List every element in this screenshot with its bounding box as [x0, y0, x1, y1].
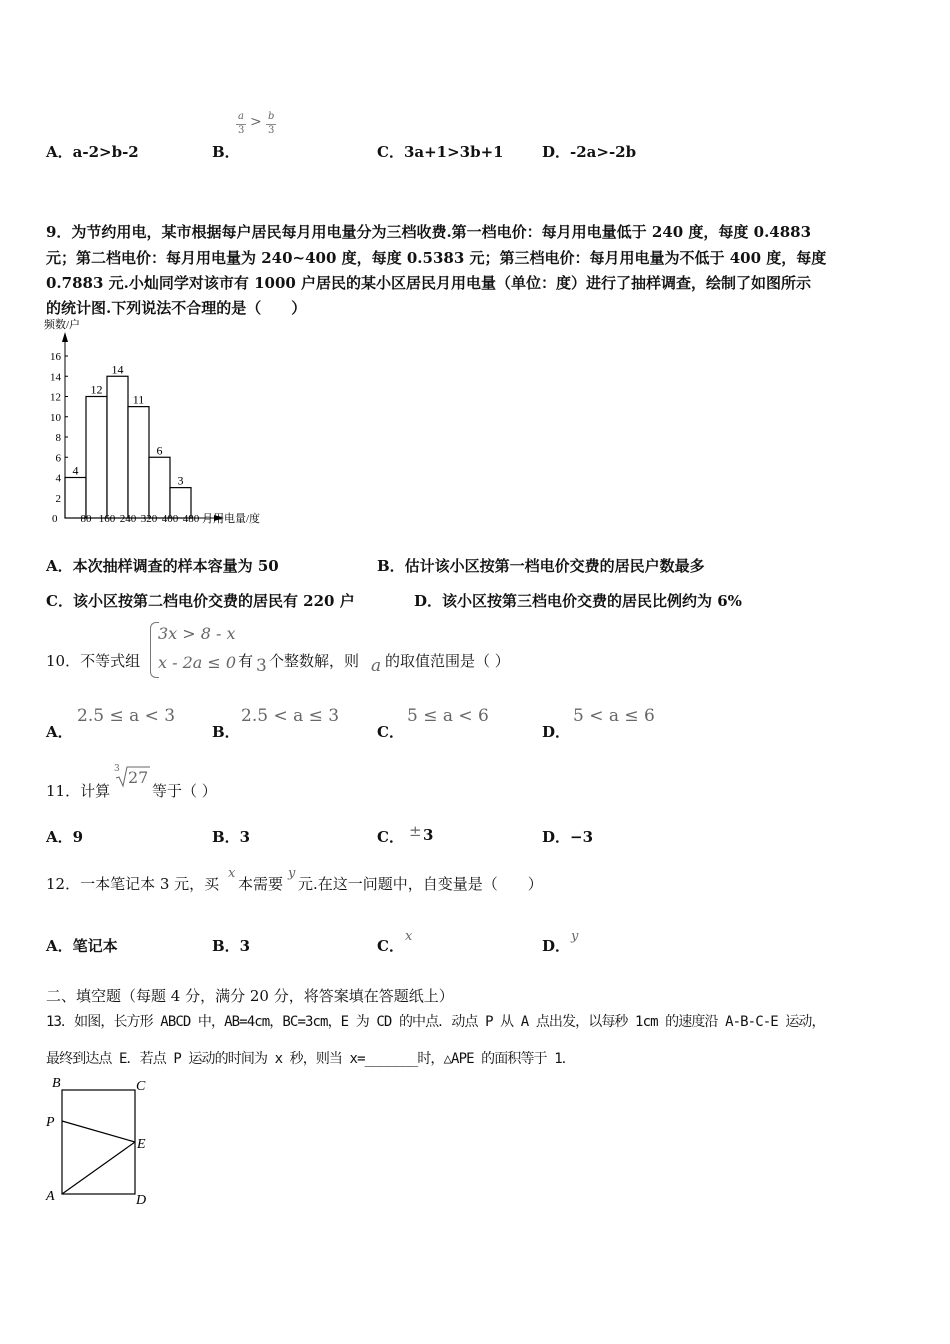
origin-label: 0 [52, 513, 58, 525]
q10-inequality-1: 3x > 8 - x [158, 624, 236, 643]
y-tick-label: 14 [50, 371, 61, 384]
x-tick-group [81, 513, 200, 525]
q8-option-c: C．3a+1>3b+1 [377, 143, 504, 161]
x-tick-label: 400 [161, 513, 179, 525]
q10-mid-text-1: 有 [238, 652, 254, 670]
bar-value-label: 6 [156, 443, 163, 458]
q8-option-d: D．-2a>-2b [542, 143, 637, 161]
q10-option-b: 2.5 < a ≤ 3 [241, 706, 340, 726]
q10-prefix: 10．不等式组 [46, 652, 141, 670]
q12-option-d-var: y [571, 929, 579, 944]
histogram-bar [128, 407, 149, 518]
q9-option-c: C．该小区按第二档电价交费的居民有 220 户 [46, 592, 355, 610]
histogram-bar [86, 397, 107, 519]
q10-option-a-label: A． [46, 723, 73, 741]
bar-group [65, 362, 191, 518]
y-axis-arrow [62, 332, 68, 342]
y-tick-label: 16 [50, 351, 61, 363]
q12-variable-y: y [288, 866, 296, 881]
q11-option-a: A．9 [46, 828, 84, 846]
q12-text-part2: 本需要 [238, 875, 284, 893]
q10-option-b-label: B． [212, 723, 240, 741]
q11-option-c-pm: ± [409, 822, 422, 840]
label-e: E [137, 1137, 146, 1152]
label-b: B [52, 1076, 61, 1091]
bar-value-label: 14 [111, 362, 124, 377]
q12-text-part3: 元.在这一问题中，自变量是（ ） [298, 875, 543, 893]
y-tick-label: 6 [55, 452, 61, 465]
q12-option-a: A．笔记本 [46, 937, 118, 955]
q8-b-den-a: 3 [238, 125, 245, 136]
q11-option-b: B．3 [212, 828, 251, 846]
q10-option-d-label: D． [542, 723, 571, 741]
q11-option-d: D．−3 [542, 828, 594, 846]
q9-option-a: A．本次抽样调查的样本容量为 50 [46, 557, 279, 575]
x-axis-label: 月用电量/度 [202, 513, 261, 525]
q8-b-num-b: b [268, 111, 275, 122]
q9-text-line2: 元；第二档电价：每月用电量为 240~400 度，每度 0.5383 元；第三档电价：每月用电量为不低于 400 度，每度 [46, 249, 827, 267]
bar-value-label: 3 [177, 473, 184, 488]
q12-option-c-var: x [405, 929, 413, 944]
segment-pe [62, 1121, 135, 1142]
q10-inequality-2: x - 2a ≤ 0 [158, 653, 237, 672]
q13-text-line1: 13．如图，长方形 ABCD 中，AB=4cm，BC=3cm，E 为 CD 的中点．动点 P 从 A 点出发，以每秒 1cm 的速度沿 A-B-C-E 运动， [46, 1014, 825, 1030]
q8-b-den-b: 3 [268, 125, 275, 136]
histogram-bar [65, 478, 86, 519]
q10-mid-text-2: 个整数解，则 [269, 652, 360, 670]
x-tick-label: 80 [80, 513, 92, 525]
q11-radicand: 27 [128, 768, 149, 787]
x-tick-label: 240 [119, 513, 137, 525]
histogram-bar [149, 457, 170, 518]
q12-text-part1: 12．一本笔记本 3 元，买 [46, 875, 220, 893]
q12-option-d-label: D． [542, 937, 571, 955]
bar-value-label: 4 [72, 463, 79, 478]
q13-text-line2: 最终到达点 E．若点 P 运动的时间为 x 秒，则当 x=_______时，△APE 的面积等于 1． [46, 1051, 575, 1067]
q8-b-gt: > [250, 114, 262, 130]
label-a: A [46, 1189, 55, 1204]
q9-option-b: B．估计该小区按第一档电价交费的居民户数最多 [377, 557, 705, 575]
q12-variable-x: x [228, 866, 236, 881]
q12-option-b: B．3 [212, 937, 251, 955]
q9-text-line4: 的统计图.下列说法不合理的是（ ） [46, 299, 307, 317]
section-2-title: 二、填空题（每题 4 分，满分 20 分，将答案填在答题纸上） [46, 987, 454, 1005]
q10-suffix: 的取值范围是（ ） [385, 652, 510, 670]
q8-option-b-label: B． [212, 143, 240, 161]
q10-option-c-label: C． [377, 723, 404, 741]
x-tick-label: 160 [98, 513, 116, 525]
q8-option-a: A．a-2>b-2 [46, 143, 139, 161]
q9-text-line1: 9．为节约用电，某市根据每户居民每月用电量分为三档收费.第一档电价：每月用电量低于 240 度，每度 0.4883 [46, 223, 812, 241]
label-p: P [46, 1115, 55, 1130]
histogram-chart [40, 314, 280, 530]
segment-ae [62, 1142, 135, 1194]
q10-option-d: 5 < a ≤ 6 [573, 706, 655, 726]
rectangle-abcd-figure [40, 1070, 160, 1210]
y-tick-label: 2 [55, 492, 61, 505]
q9-text-line3: 0.7883 元.小灿同学对该市有 1000 户居民的某小区居民月用电量（单位：度）进行了抽样调查，绘制了如图所示 [46, 274, 812, 292]
rectangle-abcd [62, 1090, 135, 1194]
label-d: D [136, 1193, 147, 1208]
y-axis-label: 频数/户 [44, 319, 81, 331]
q10-option-a: 2.5 ≤ a < 3 [77, 706, 176, 726]
y-tick-label: 12 [50, 391, 61, 404]
bar-value-label: 12 [90, 382, 103, 397]
histogram-bar [107, 376, 128, 518]
q11-prefix: 11．计算 [46, 782, 111, 800]
q11-option-c-label: C． [377, 828, 404, 846]
label-c: C [136, 1079, 146, 1094]
y-tick-label: 4 [55, 472, 61, 485]
q12-option-c-label: C． [377, 937, 404, 955]
x-tick-label: 480 [182, 513, 200, 525]
y-tick-label: 10 [50, 411, 61, 424]
q8-option-b-formula [234, 111, 282, 141]
y-tick-label: 8 [55, 432, 61, 444]
q10-option-c: 5 ≤ a < 6 [407, 706, 489, 726]
q8-b-num-a: a [238, 111, 244, 122]
q11-option-c-value: 3 [423, 826, 434, 844]
q11-root-index: 3 [114, 764, 120, 774]
x-tick-label: 320 [140, 513, 158, 525]
q11-cube-root [114, 764, 150, 790]
q11-suffix: 等于（ ） [152, 782, 217, 800]
q10-variable-a: a [371, 656, 382, 676]
bar-value-label: 11 [132, 392, 145, 407]
q9-option-d: D．该小区按第三档电价交费的居民比例约为 6% [414, 592, 742, 610]
q10-number-three: 3 [256, 656, 267, 676]
